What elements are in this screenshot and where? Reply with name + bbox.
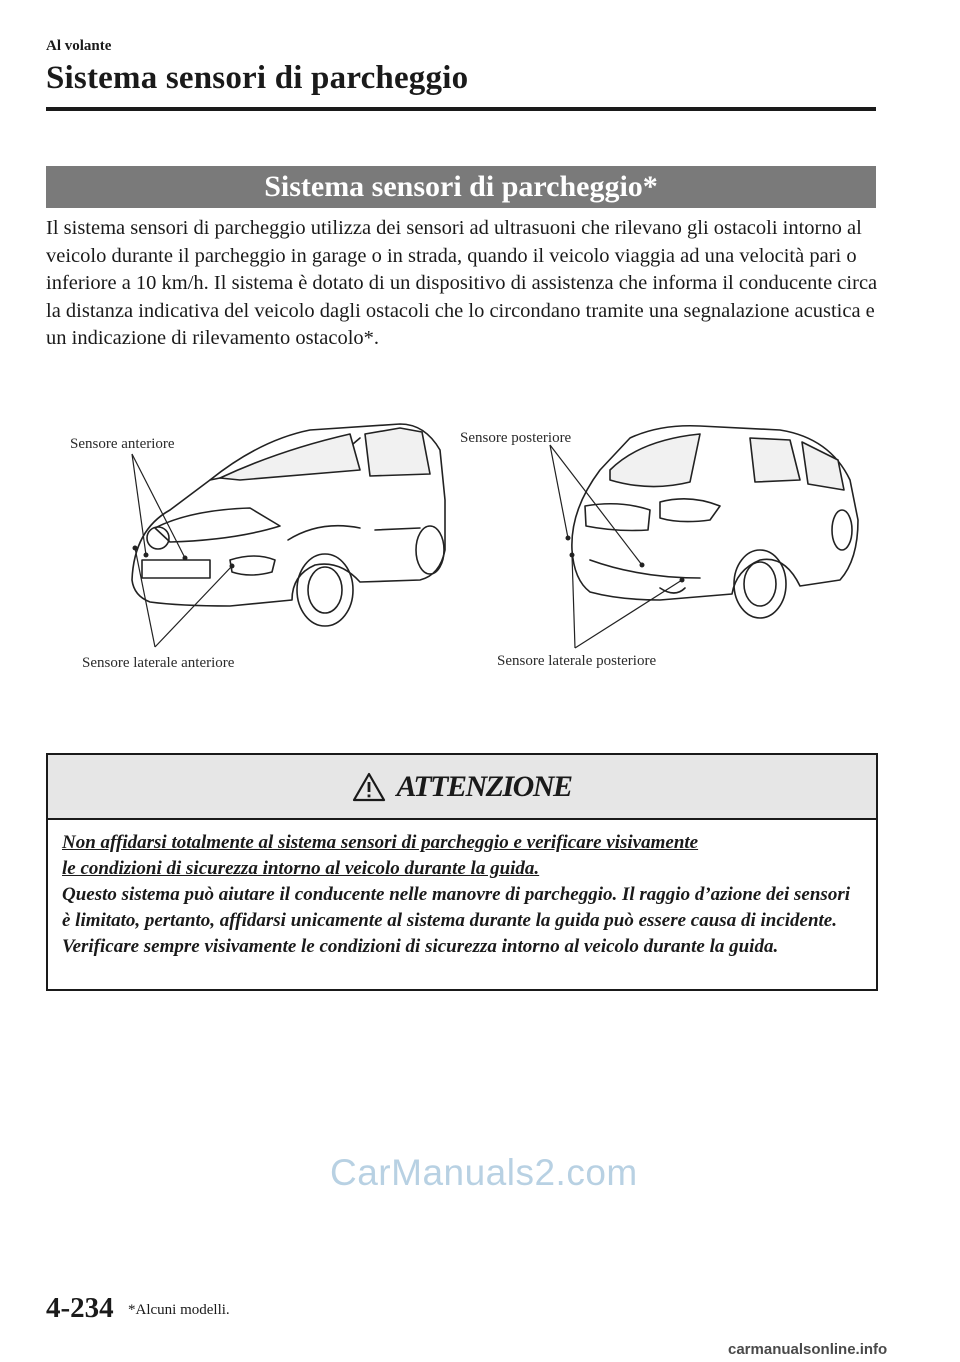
footnote: *Alcuni modelli.	[128, 1302, 230, 1318]
warning-triangle-icon	[352, 772, 386, 802]
header-rule	[46, 107, 876, 111]
warning-body	[48, 820, 876, 960]
car-illustrations	[60, 410, 880, 680]
sensor-location-figure	[60, 410, 880, 680]
warning-title: ATTENZIONE	[396, 769, 572, 803]
rear-car-drawing	[572, 426, 858, 618]
label-rear-side-sensor: Sensore laterale posteriore	[497, 653, 657, 669]
chapter-label: Al volante	[46, 38, 112, 54]
page-number: 4-234	[46, 1292, 114, 1324]
page-title: Sistema sensori di parcheggio	[46, 60, 469, 96]
warning-text: Questo sistema può aiutare il conducente nelle manovre di parcheggio. Il raggio d’azione dei sensori è limitato, pertanto, affidarsi unicamente al sistema durante la guida può essere causa di incidente. Verificare sempre visivamente le condizioni di sicurezza intorno al veicolo durante la guida.	[62, 884, 850, 957]
warning-box	[46, 753, 878, 991]
warning-header	[48, 755, 876, 820]
front-car-drawing	[132, 424, 445, 626]
label-rear-sensor: Sensore posteriore	[460, 430, 572, 446]
sensor-dots	[133, 536, 685, 583]
label-front-sensor: Sensore anteriore	[70, 436, 175, 452]
source-mark: carmanualsonline.info	[728, 1341, 888, 1358]
section-title: Sistema sensori di parcheggio*	[46, 166, 876, 208]
intro-paragraph: Il sistema sensori di parcheggio utilizza dei sensori ad ultrasuoni che rilevano gli ostacoli intorno al veicolo durante il parcheggio in garage o in strada, quando il veicolo viaggia ad una velocità pari o inferiore a 10 km/h. Il sistema è dotato di un dispositivo di assistenza che informa il conducente circa la distanza indicativa del veicolo dagli ostacoli che lo circondano tramite una segnalazione acustica e un indicazione di rilevamento ostacolo*.	[46, 217, 878, 349]
warning-line-2: le condizioni di sicurezza intorno al veicolo durante la guida.	[62, 858, 540, 879]
label-front-side-sensor: Sensore laterale anteriore	[82, 655, 235, 671]
watermark: CarManuals2.com	[330, 1152, 638, 1193]
warning-line-1: Non affidarsi totalmente al sistema sensori di parcheggio e verificare visivamente	[62, 832, 699, 853]
